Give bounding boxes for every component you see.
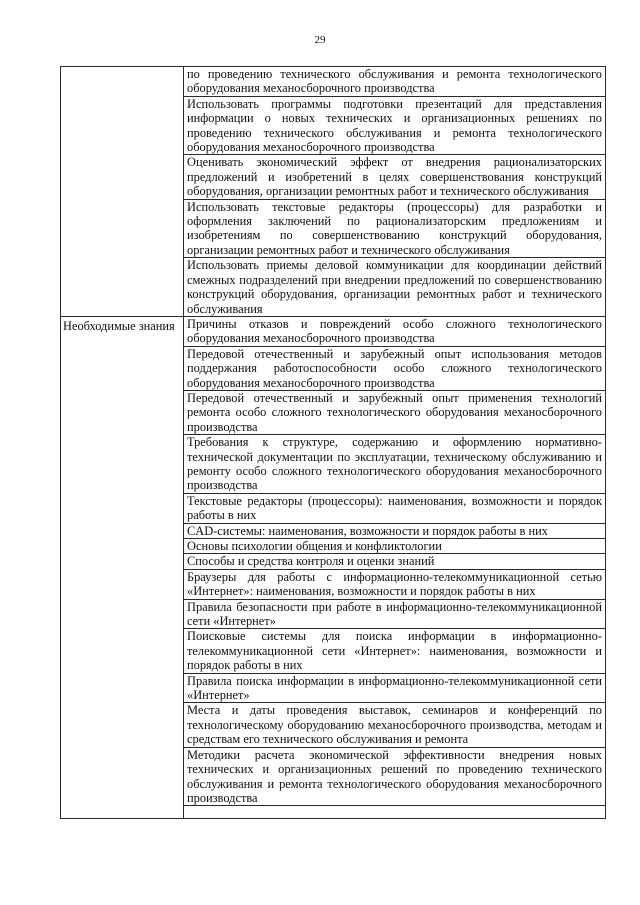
table-cell: Браузеры для работы с информационно-телекоммуникационной сетью «Интернет»: наименования, возможности и порядок работы в них bbox=[184, 569, 606, 599]
table-cell: Правила поиска информации в информационно-телекоммуникационной сети «Интернет» bbox=[184, 673, 606, 703]
table-cell: по проведению технического обслуживания и ремонта технологического оборудования механосборочного производства bbox=[184, 67, 606, 97]
table-cell: Использовать приемы деловой коммуникации для координации действий смежных подразделений при внедрении предложений по совершенствованию конструкций оборудования, организации ремонтных работ и технического обслуживания bbox=[184, 258, 606, 317]
table-cell: Методики расчета экономической эффективности внедрения новых технических и организационных решений по проведению технического обслуживания и ремонта технологического оборудования механосборочного производства bbox=[184, 747, 606, 806]
table-cell: Правила безопасности при работе в информационно-телекоммуникационной сети «Интернет» bbox=[184, 599, 606, 629]
table-cell: Передовой отечественный и зарубежный опыт применения технологий ремонта особо сложного технологического оборудования механосборочного производства bbox=[184, 390, 606, 434]
section-label-continued bbox=[61, 67, 184, 317]
table-cell: Использовать программы подготовки презентаций для представления информации о новых технических и организационных решениях по проведению технического обслуживания и ремонта технологического оборудования механосборочного производства bbox=[184, 96, 606, 155]
table-cell: Способы и средства контроля и оценки знаний bbox=[184, 554, 606, 569]
page-number: 29 bbox=[314, 34, 326, 46]
table-cell-empty bbox=[184, 806, 606, 819]
table-cell: CAD-системы: наименования, возможности и порядок работы в них bbox=[184, 523, 606, 538]
table-cell: Поисковые системы для поиска информации в информационно-телекоммуникационной сети «Интернет»: наименования, возможности и порядок работы в них bbox=[184, 629, 606, 673]
section-label-knowledge: Необходимые знания bbox=[61, 316, 184, 818]
table-cell: Требования к структуре, содержанию и оформлению нормативно-технической документации по эксплуатации, техническому обслуживанию и ремонту особо сложного технологического оборудования механосборочного производства bbox=[184, 435, 606, 494]
table-cell: Передовой отечественный и зарубежный опыт использования методов поддержания работоспособности особо сложного технологического оборудования механосборочного производства bbox=[184, 346, 606, 390]
table-cell: Использовать текстовые редакторы (процессоры) для разработки и оформления заключений по рационализаторским предложениям и изобретениям по совершенствованию конструкций оборудования, организации ремонтных работ и технического обслуживания bbox=[184, 199, 606, 258]
table-cell: Оценивать экономический эффект от внедрения рационализаторских предложений и изобретений в целях совершенствования конструкций оборудования, организации ремонтных работ и технического обслуживания bbox=[184, 155, 606, 199]
table-row bbox=[61, 67, 606, 97]
table-cell: Основы психологии общения и конфликтологии bbox=[184, 539, 606, 554]
table-cell: Текстовые редакторы (процессоры): наименования, возможности и порядок работы в них bbox=[184, 493, 606, 523]
table-cell: Причины отказов и повреждений особо сложного технологического оборудования механосборочного производства bbox=[184, 316, 606, 346]
table-row bbox=[61, 316, 606, 346]
requirements-table bbox=[60, 66, 606, 819]
table-cell: Места и даты проведения выставок, семинаров и конференций по технологическому оборудованию механосборочного производства, методам и средствам его технического обслуживания и ремонта bbox=[184, 703, 606, 747]
